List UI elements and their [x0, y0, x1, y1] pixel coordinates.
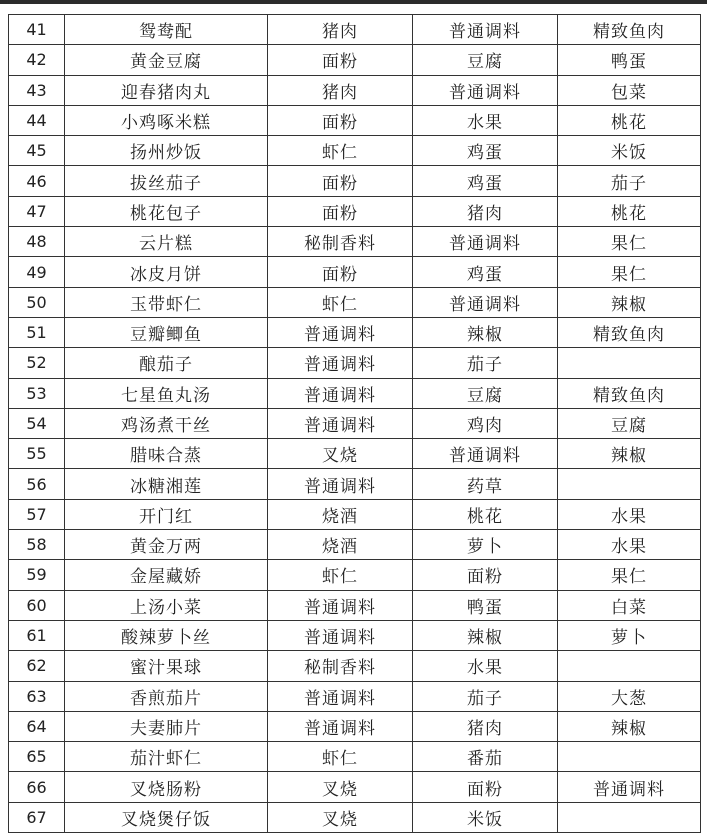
- row-number-cell: 43: [9, 75, 65, 105]
- ingredient-1-cell: 面粉: [268, 257, 413, 287]
- dish-name-cell: 拔丝茄子: [65, 166, 268, 196]
- ingredient-1-cell: 面粉: [268, 105, 413, 135]
- dish-name-cell: 金屋藏娇: [65, 560, 268, 590]
- ingredient-2-cell: 茄子: [413, 348, 558, 378]
- ingredient-1-cell: 普通调料: [268, 378, 413, 408]
- dish-name-cell: 七星鱼丸汤: [65, 378, 268, 408]
- ingredient-3-cell: 桃花: [558, 105, 701, 135]
- row-number-cell: 45: [9, 136, 65, 166]
- table-row: [9, 408, 701, 438]
- ingredient-3-cell: 大葱: [558, 681, 701, 711]
- ingredient-2-cell: 萝卜: [413, 530, 558, 560]
- table-row: [9, 196, 701, 226]
- ingredient-1-cell: 普通调料: [268, 317, 413, 347]
- table-row: [9, 742, 701, 772]
- ingredient-3-cell: 精致鱼肉: [558, 317, 701, 347]
- table-row: [9, 530, 701, 560]
- ingredient-3-cell: 桃花: [558, 196, 701, 226]
- ingredient-3-cell: [558, 651, 701, 681]
- table-row: [9, 136, 701, 166]
- dish-name-cell: 小鸡啄米糕: [65, 105, 268, 135]
- dish-name-cell: 玉带虾仁: [65, 287, 268, 317]
- table-row: [9, 105, 701, 135]
- dish-name-cell: 桃花包子: [65, 196, 268, 226]
- ingredient-3-cell: 鸭蛋: [558, 45, 701, 75]
- dish-name-cell: 上汤小菜: [65, 590, 268, 620]
- row-number-cell: 60: [9, 590, 65, 620]
- ingredient-2-cell: 米饭: [413, 802, 558, 832]
- dish-name-cell: 酿茄子: [65, 348, 268, 378]
- dish-name-cell: 冰皮月饼: [65, 257, 268, 287]
- dish-name-cell: 开门红: [65, 499, 268, 529]
- dish-name-cell: 豆瓣鲫鱼: [65, 317, 268, 347]
- ingredient-2-cell: 普通调料: [413, 227, 558, 257]
- ingredient-2-cell: 面粉: [413, 560, 558, 590]
- dish-name-cell: 黄金豆腐: [65, 45, 268, 75]
- ingredient-2-cell: 鸡蛋: [413, 257, 558, 287]
- table-row: [9, 166, 701, 196]
- ingredient-1-cell: 普通调料: [268, 348, 413, 378]
- dish-name-cell: 叉烧煲仔饭: [65, 802, 268, 832]
- ingredient-1-cell: 面粉: [268, 45, 413, 75]
- ingredient-2-cell: 普通调料: [413, 439, 558, 469]
- ingredient-2-cell: 猪肉: [413, 711, 558, 741]
- row-number-cell: 47: [9, 196, 65, 226]
- table-row: [9, 15, 701, 45]
- ingredient-3-cell: 萝卜: [558, 620, 701, 650]
- ingredient-1-cell: 虾仁: [268, 742, 413, 772]
- row-number-cell: 44: [9, 105, 65, 135]
- recipe-table-container: [8, 14, 700, 833]
- ingredient-3-cell: 普通调料: [558, 772, 701, 802]
- dish-name-cell: 夫妻肺片: [65, 711, 268, 741]
- ingredient-2-cell: 桃花: [413, 499, 558, 529]
- row-number-cell: 65: [9, 742, 65, 772]
- dish-name-cell: 腊味合蒸: [65, 439, 268, 469]
- ingredient-3-cell: 辣椒: [558, 287, 701, 317]
- table-row: [9, 348, 701, 378]
- ingredient-1-cell: 烧酒: [268, 530, 413, 560]
- row-number-cell: 55: [9, 439, 65, 469]
- ingredient-2-cell: 普通调料: [413, 15, 558, 45]
- ingredient-2-cell: 辣椒: [413, 620, 558, 650]
- ingredient-1-cell: 秘制香料: [268, 227, 413, 257]
- table-row: [9, 560, 701, 590]
- dish-name-cell: 鸡汤煮干丝: [65, 408, 268, 438]
- ingredient-3-cell: 辣椒: [558, 439, 701, 469]
- row-number-cell: 59: [9, 560, 65, 590]
- table-row: [9, 620, 701, 650]
- dish-name-cell: 叉烧肠粉: [65, 772, 268, 802]
- ingredient-1-cell: 普通调料: [268, 469, 413, 499]
- table-row: [9, 651, 701, 681]
- ingredient-3-cell: 果仁: [558, 257, 701, 287]
- ingredient-3-cell: [558, 348, 701, 378]
- ingredient-3-cell: 茄子: [558, 166, 701, 196]
- row-number-cell: 50: [9, 287, 65, 317]
- table-row: [9, 317, 701, 347]
- ingredient-3-cell: 精致鱼肉: [558, 378, 701, 408]
- table-row: [9, 439, 701, 469]
- ingredient-2-cell: 番茄: [413, 742, 558, 772]
- ingredient-3-cell: [558, 469, 701, 499]
- ingredient-3-cell: 豆腐: [558, 408, 701, 438]
- ingredient-3-cell: 水果: [558, 499, 701, 529]
- ingredient-1-cell: 叉烧: [268, 772, 413, 802]
- recipe-table-body: [9, 15, 701, 833]
- row-number-cell: 46: [9, 166, 65, 196]
- dish-name-cell: 黄金万两: [65, 530, 268, 560]
- ingredient-2-cell: 鸭蛋: [413, 590, 558, 620]
- dish-name-cell: 香煎茄片: [65, 681, 268, 711]
- row-number-cell: 54: [9, 408, 65, 438]
- dish-name-cell: 迎春猪肉丸: [65, 75, 268, 105]
- ingredient-3-cell: 包菜: [558, 75, 701, 105]
- ingredient-1-cell: 普通调料: [268, 620, 413, 650]
- ingredient-1-cell: 普通调料: [268, 408, 413, 438]
- ingredient-3-cell: [558, 802, 701, 832]
- ingredient-3-cell: 白菜: [558, 590, 701, 620]
- ingredient-1-cell: 面粉: [268, 166, 413, 196]
- row-number-cell: 48: [9, 227, 65, 257]
- ingredient-1-cell: 虾仁: [268, 287, 413, 317]
- dish-name-cell: 茄汁虾仁: [65, 742, 268, 772]
- table-row: [9, 469, 701, 499]
- ingredient-2-cell: 药草: [413, 469, 558, 499]
- ingredient-2-cell: 辣椒: [413, 317, 558, 347]
- table-row: [9, 75, 701, 105]
- table-row: [9, 802, 701, 832]
- table-row: [9, 287, 701, 317]
- ingredient-3-cell: [558, 742, 701, 772]
- ingredient-1-cell: 普通调料: [268, 681, 413, 711]
- row-number-cell: 49: [9, 257, 65, 287]
- ingredient-3-cell: 果仁: [558, 227, 701, 257]
- row-number-cell: 66: [9, 772, 65, 802]
- ingredient-1-cell: 虾仁: [268, 560, 413, 590]
- dish-name-cell: 鸳鸯配: [65, 15, 268, 45]
- dish-name-cell: 冰糖湘莲: [65, 469, 268, 499]
- table-row: [9, 681, 701, 711]
- row-number-cell: 41: [9, 15, 65, 45]
- table-row: [9, 378, 701, 408]
- row-number-cell: 58: [9, 530, 65, 560]
- ingredient-3-cell: 水果: [558, 530, 701, 560]
- dish-name-cell: 扬州炒饭: [65, 136, 268, 166]
- ingredient-3-cell: 辣椒: [558, 711, 701, 741]
- ingredient-3-cell: 精致鱼肉: [558, 15, 701, 45]
- table-row: [9, 499, 701, 529]
- row-number-cell: 51: [9, 317, 65, 347]
- table-row: [9, 772, 701, 802]
- ingredient-1-cell: 烧酒: [268, 499, 413, 529]
- row-number-cell: 52: [9, 348, 65, 378]
- ingredient-2-cell: 鸡肉: [413, 408, 558, 438]
- row-number-cell: 53: [9, 378, 65, 408]
- row-number-cell: 42: [9, 45, 65, 75]
- ingredient-2-cell: 水果: [413, 651, 558, 681]
- row-number-cell: 61: [9, 620, 65, 650]
- table-row: [9, 45, 701, 75]
- ingredient-2-cell: 水果: [413, 105, 558, 135]
- ingredient-2-cell: 鸡蛋: [413, 136, 558, 166]
- ingredient-1-cell: 猪肉: [268, 15, 413, 45]
- table-row: [9, 711, 701, 741]
- row-number-cell: 62: [9, 651, 65, 681]
- ingredient-1-cell: 叉烧: [268, 439, 413, 469]
- dish-name-cell: 酸辣萝卜丝: [65, 620, 268, 650]
- ingredient-2-cell: 豆腐: [413, 45, 558, 75]
- ingredient-2-cell: 茄子: [413, 681, 558, 711]
- cropped-header-edge: [0, 0, 707, 4]
- row-number-cell: 57: [9, 499, 65, 529]
- dish-name-cell: 云片糕: [65, 227, 268, 257]
- ingredient-1-cell: 叉烧: [268, 802, 413, 832]
- recipe-table: [8, 14, 701, 833]
- ingredient-1-cell: 面粉: [268, 196, 413, 226]
- ingredient-3-cell: 米饭: [558, 136, 701, 166]
- table-row: [9, 590, 701, 620]
- ingredient-1-cell: 猪肉: [268, 75, 413, 105]
- row-number-cell: 63: [9, 681, 65, 711]
- ingredient-1-cell: 秘制香料: [268, 651, 413, 681]
- row-number-cell: 64: [9, 711, 65, 741]
- table-row: [9, 227, 701, 257]
- dish-name-cell: 蜜汁果球: [65, 651, 268, 681]
- row-number-cell: 67: [9, 802, 65, 832]
- ingredient-1-cell: 普通调料: [268, 711, 413, 741]
- ingredient-3-cell: 果仁: [558, 560, 701, 590]
- ingredient-1-cell: 普通调料: [268, 590, 413, 620]
- ingredient-2-cell: 面粉: [413, 772, 558, 802]
- ingredient-2-cell: 猪肉: [413, 196, 558, 226]
- ingredient-2-cell: 豆腐: [413, 378, 558, 408]
- ingredient-1-cell: 虾仁: [268, 136, 413, 166]
- ingredient-2-cell: 普通调料: [413, 75, 558, 105]
- table-row: [9, 257, 701, 287]
- ingredient-2-cell: 普通调料: [413, 287, 558, 317]
- ingredient-2-cell: 鸡蛋: [413, 166, 558, 196]
- row-number-cell: 56: [9, 469, 65, 499]
